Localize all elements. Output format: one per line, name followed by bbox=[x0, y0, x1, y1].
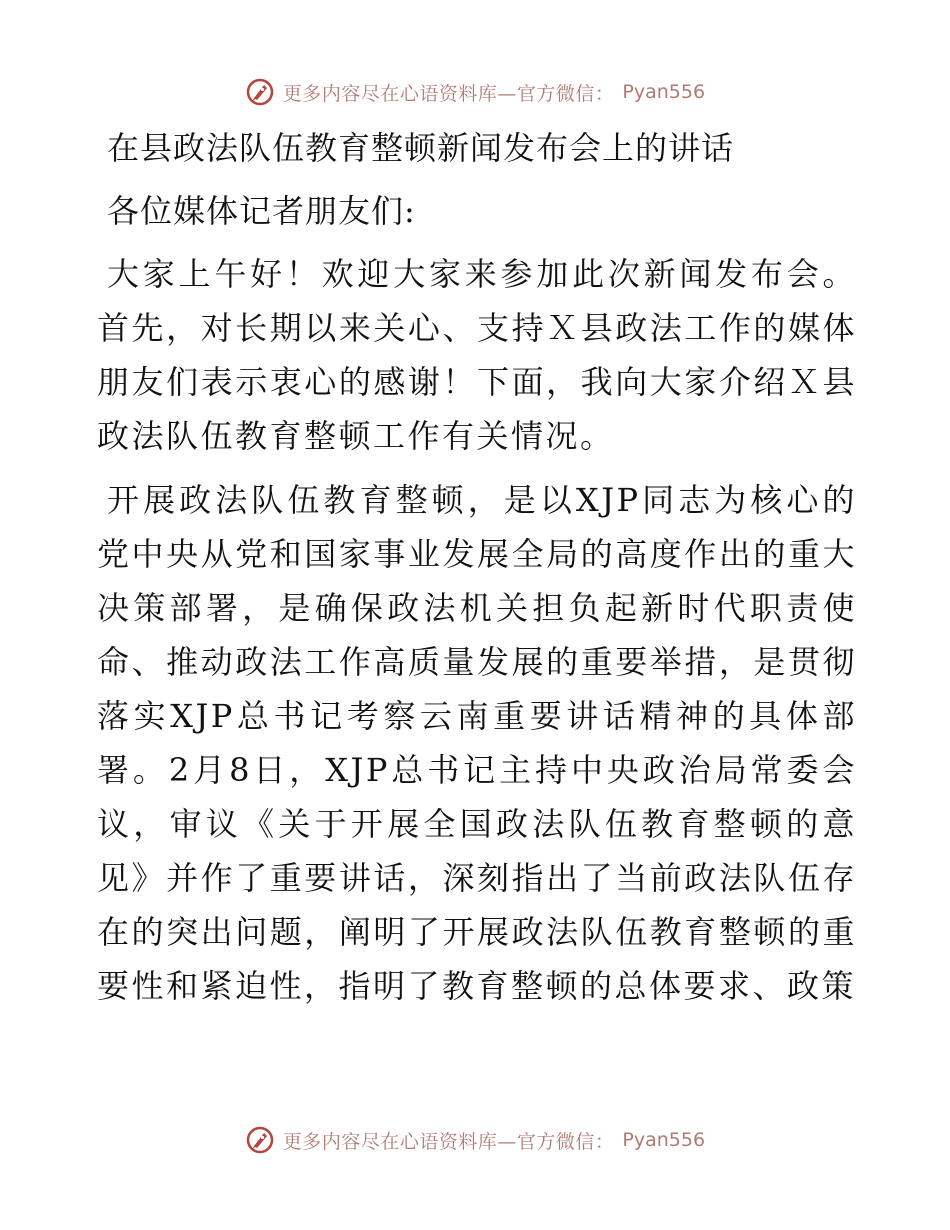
header-watermark bbox=[0, 72, 950, 112]
pen-nib-logo-icon bbox=[245, 1125, 275, 1155]
watermark-text: 更多内容尽在心语资料库—官方微信： bbox=[282, 1130, 615, 1153]
pen-nib-logo-icon bbox=[245, 77, 275, 107]
watermark-text: 更多内容尽在心语资料库—官方微信： bbox=[282, 82, 615, 105]
document-title: 在县政法队伍教育整顿新闻发布会上的讲话 bbox=[107, 129, 735, 167]
footer-watermark bbox=[0, 1120, 950, 1160]
watermark-handle: Pyan556 bbox=[622, 1129, 706, 1151]
watermark-handle: Pyan556 bbox=[622, 81, 706, 103]
paragraph: 开展政法队伍教育整顿，是以XJP同志为核心的党中央从党和国家事业发展全局的高度作出的重大决策部署，是确保政法机关担负起新时代职责使命、推动政法工作高质量发展的重要举措，是贯彻落实XJP总书记考察云南重要讲话精神的具体部署。2月8日，XJP总书记主持中央政治局常委会议，审议《关于开展全国政法队伍教育整顿的意见》并作了重要讲话，深刻指出了当前政法队伍存在的突出问题，阐明了开展政法队伍教育整顿的重要性和紧迫性，指明了教育整顿的总体要求、政策 bbox=[97, 481, 857, 1005]
document-body bbox=[97, 124, 857, 1023]
salutation: 各位媒体记者朋友们: bbox=[107, 192, 416, 230]
paragraph: 大家上午好！欢迎大家来参加此次新闻发布会。首先，对长期以来关心、支持Ｘ县政法工作的媒体朋友们表示衷心的感谢！下面，我向大家介绍Ｘ县政法队伍教育整顿工作有关情况。 bbox=[97, 255, 857, 455]
